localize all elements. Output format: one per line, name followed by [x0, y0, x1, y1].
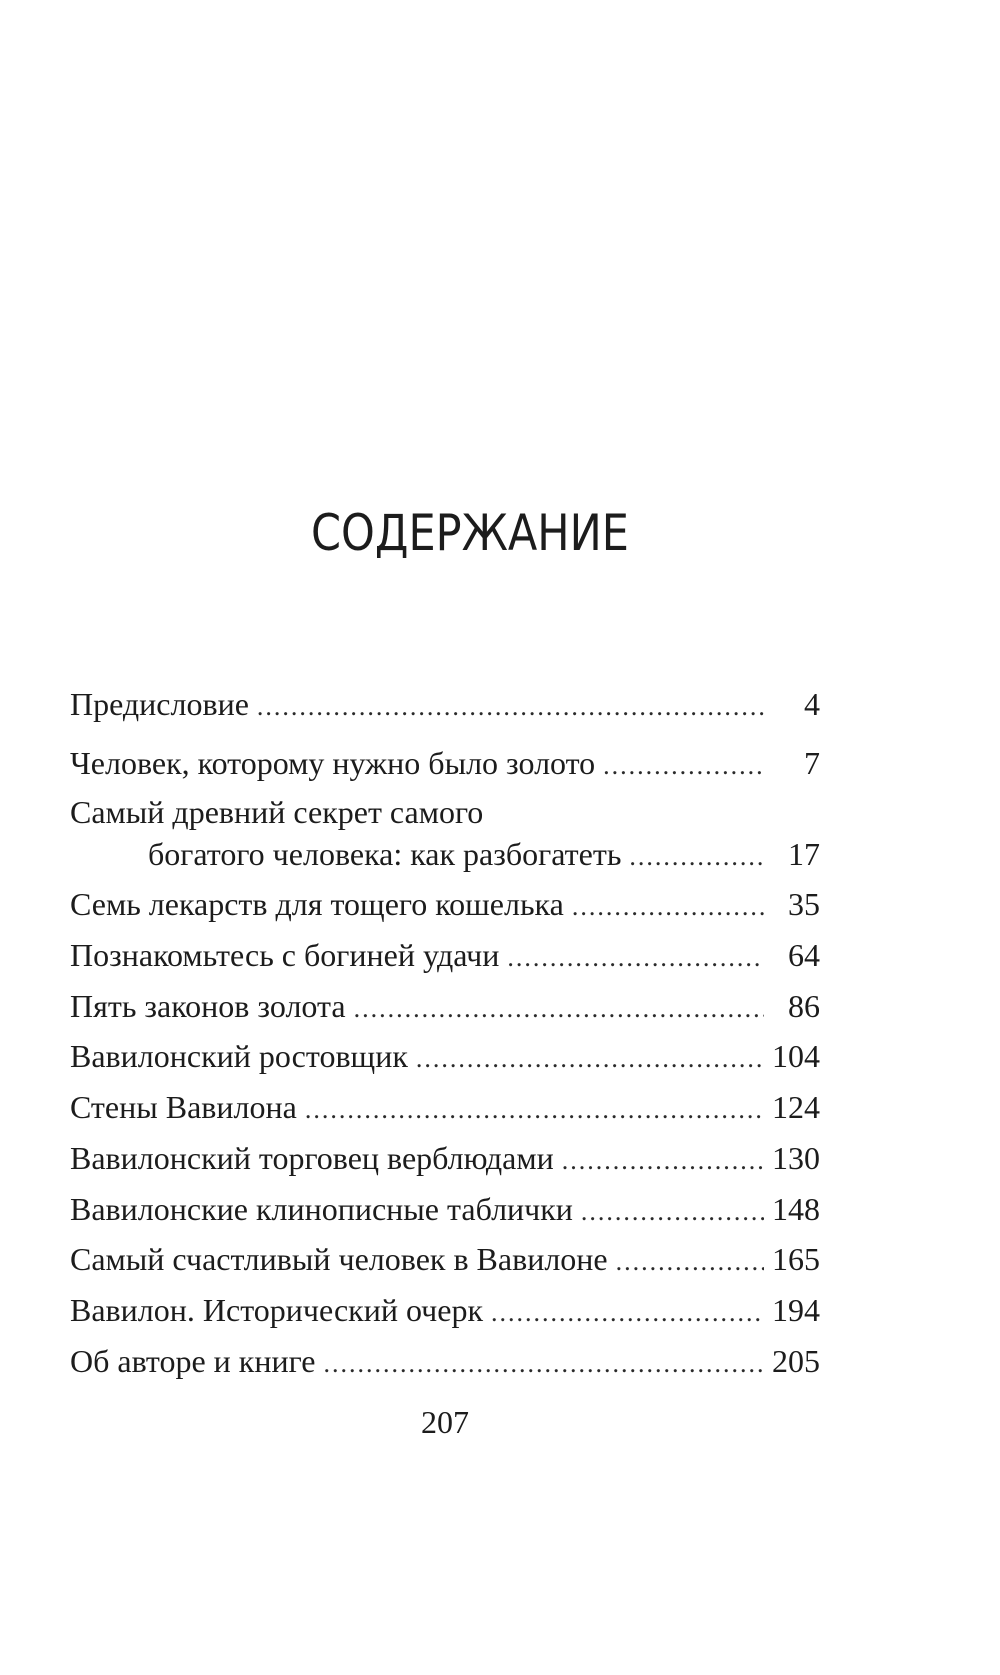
dot-leader	[616, 1242, 764, 1282]
page-title: СОДЕРЖАНИЕ	[311, 504, 629, 562]
dot-leader	[581, 1192, 764, 1232]
dot-leader	[416, 1039, 764, 1079]
toc-entry-page: 194	[772, 1292, 820, 1328]
toc-entry-title: Человек, которому нужно было золото	[70, 745, 596, 781]
toc-entry	[70, 1290, 820, 1333]
toc-entry	[70, 935, 820, 978]
toc-entry-page: 17	[788, 836, 820, 872]
toc-entry-title: богатого человека: как разбогатеть	[148, 836, 622, 872]
toc-entry	[70, 1087, 820, 1130]
toc-entry	[70, 1036, 820, 1079]
toc-entry-page: 165	[772, 1241, 820, 1277]
dot-leader	[491, 1293, 764, 1333]
toc-entry	[70, 743, 820, 786]
toc-entry-page: 4	[804, 686, 820, 722]
toc-entry	[70, 986, 820, 1029]
toc-entry-title: Семь лекарств для тощего кошелька	[70, 886, 564, 922]
toc-entry-page: 124	[772, 1089, 820, 1125]
toc-entry	[70, 834, 820, 877]
toc-entry	[70, 1341, 820, 1384]
toc-entry	[70, 1189, 820, 1232]
dot-leader	[603, 746, 764, 786]
toc-entry-page: 148	[772, 1191, 820, 1227]
toc-entry-page: 35	[788, 886, 820, 922]
toc-entry	[70, 684, 820, 727]
dot-leader	[507, 938, 764, 978]
toc-entry-page: 205	[772, 1343, 820, 1379]
dot-leader	[257, 687, 764, 727]
toc-entry-title: Пять законов золота	[70, 988, 346, 1024]
toc-entry	[70, 884, 820, 927]
dot-leader	[324, 1344, 765, 1384]
toc-entry-title: Познакомьтесь с богиней удачи	[70, 937, 500, 973]
dot-leader	[629, 837, 764, 877]
toc-entry-page: 7	[804, 745, 820, 781]
toc-entry-page: 86	[788, 988, 820, 1024]
toc-entry	[70, 1239, 820, 1282]
toc-entry-page: 130	[772, 1140, 820, 1176]
toc-entry-title-line1: Самый древний секрет самого	[70, 794, 484, 830]
toc-entry-title: Вавилонский ростовщик	[70, 1038, 408, 1074]
dot-leader	[305, 1090, 764, 1130]
dot-leader	[572, 887, 764, 927]
dot-leader	[354, 989, 764, 1029]
toc-entry-title: Вавилонские клинописные таблички	[70, 1191, 573, 1227]
toc-entry-page: 64	[788, 937, 820, 973]
toc-entry-title: Самый счастливый человек в Вавилоне	[70, 1241, 608, 1277]
toc-entry-title: Об авторе и книге	[70, 1343, 316, 1379]
toc-entry-title: Вавилонский торговец верблюдами	[70, 1140, 554, 1176]
toc-entry-title: Предисловие	[70, 686, 249, 722]
toc-entry-page: 104	[772, 1038, 820, 1074]
toc-entry	[70, 1138, 820, 1181]
toc-entry-title: Вавилон. Исторический очерк	[70, 1292, 483, 1328]
toc-entry-title: Стены Вавилона	[70, 1089, 297, 1125]
dot-leader	[562, 1141, 764, 1181]
page-number: 207	[421, 1404, 469, 1440]
